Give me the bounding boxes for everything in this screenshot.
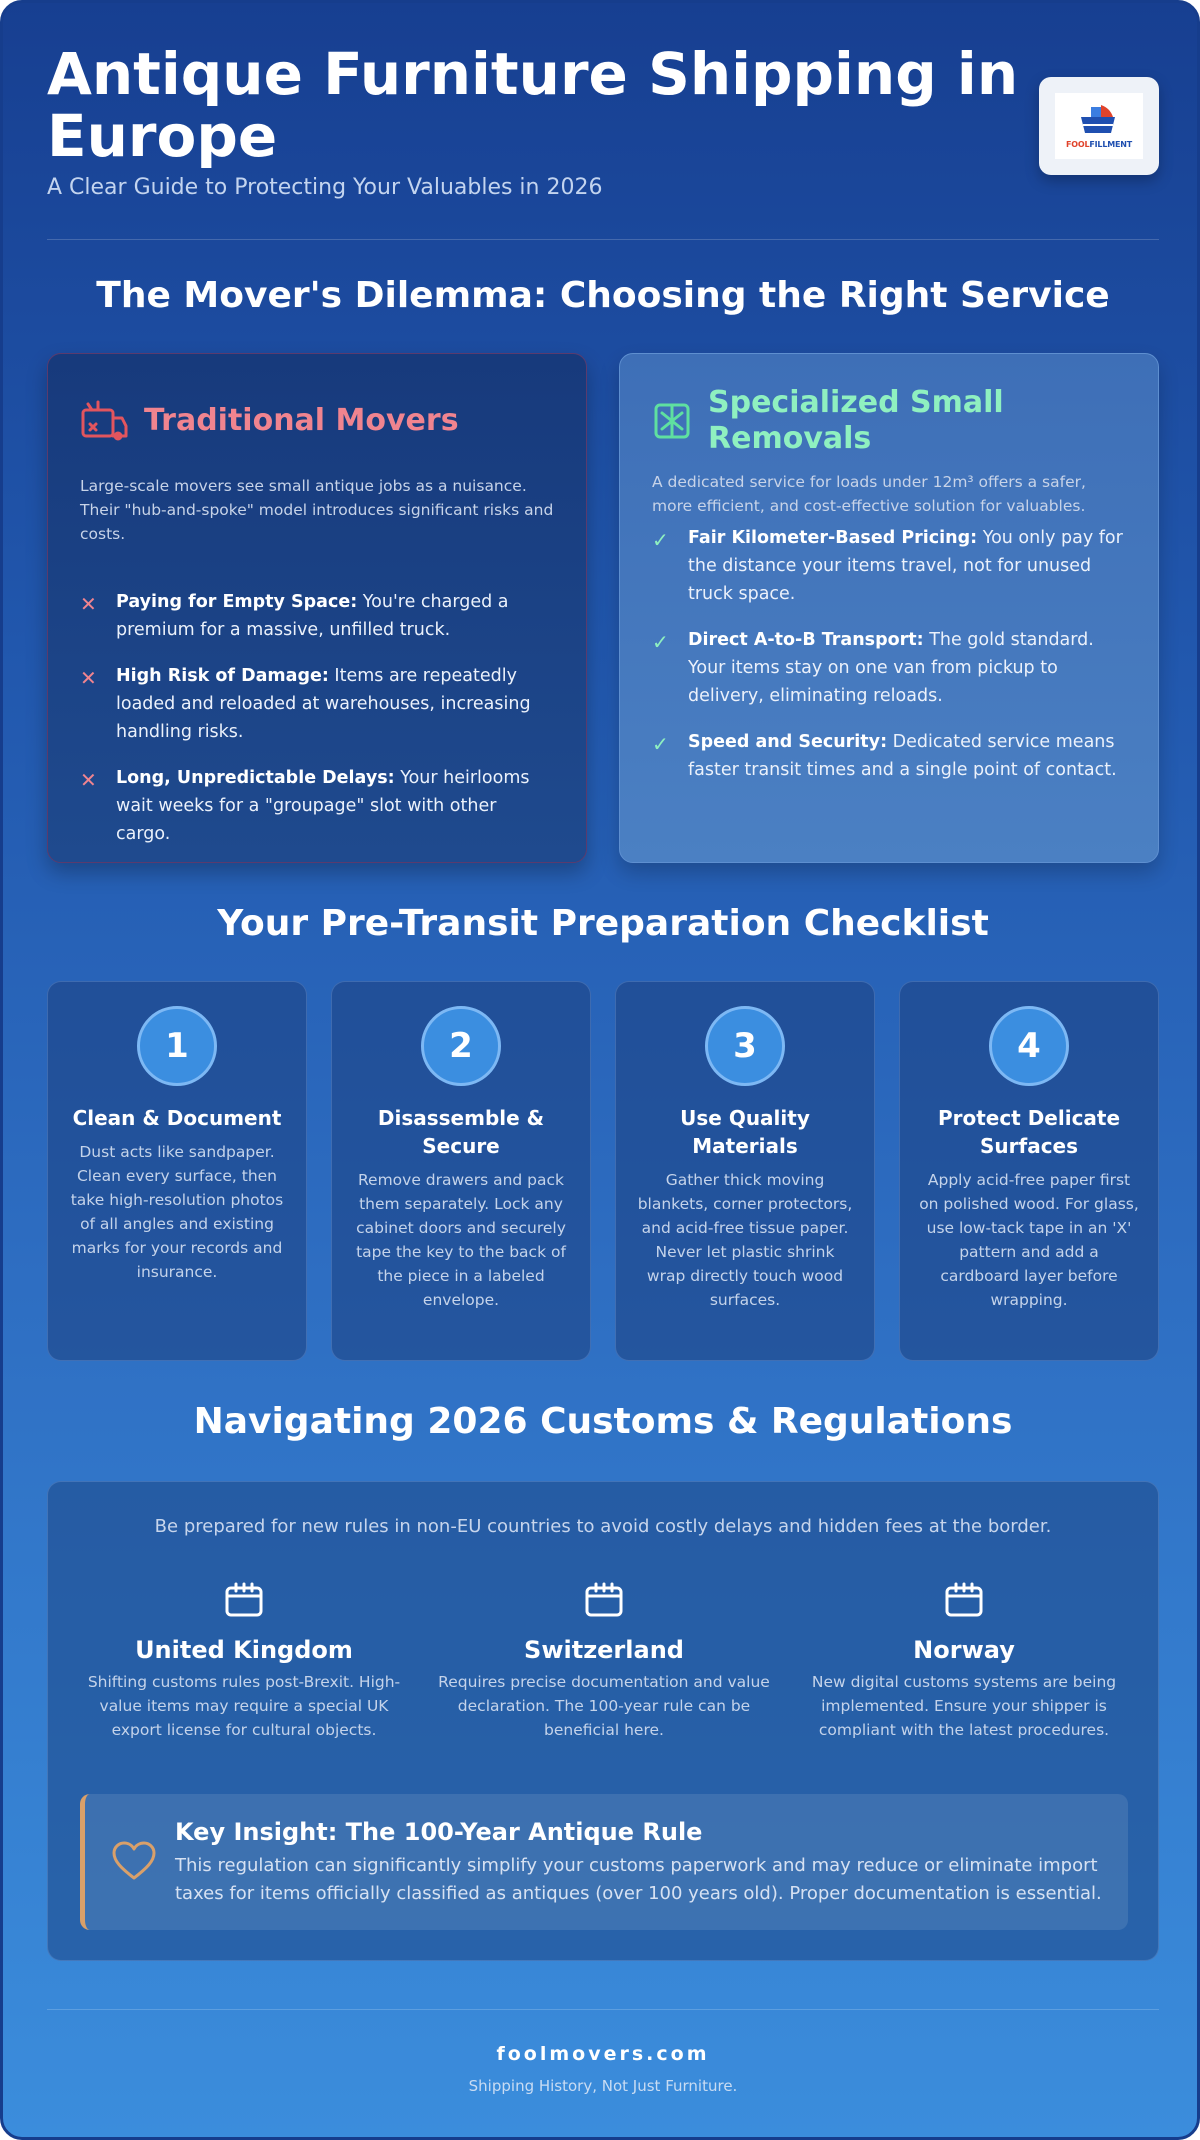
country-text: Requires precise documentation and value declaration. The 100-year rule can be beneficial here. [438,1673,770,1739]
check-icon: ✓ [652,630,669,654]
traditional-movers-card [47,353,587,863]
checklist-heading: Your Pre-Transit Preparation Checklist [217,903,989,944]
cross-icon: ✕ [80,666,97,690]
cross-icon: ✕ [80,768,97,792]
logo-mark [1055,93,1143,159]
traditional-drawbacks-list [80,588,554,848]
package-icon [652,401,692,441]
cross-icon: ✕ [80,592,97,616]
logo [1039,77,1159,175]
insight-title: Key Insight: The 100-Year Antique Rule [175,1818,703,1846]
traditional-title: Traditional Movers [144,403,459,438]
check-icon: ✓ [652,732,669,756]
country-uk [74,1582,414,1742]
step-text: Remove drawers and pack them separately. Lock any cabinet doors and securely tape the key to the back of the piece in a labeled envelope. [356,1171,566,1309]
step-title: Use Quality Materials [680,1106,810,1158]
page-subtitle: A Clear Guide to Protecting Your Valuables in 2026 [47,175,603,200]
step-text: Apply acid-free paper first on polished wood. For glass, use low-tack tape in an 'X' pattern and add a cardboard layer before wrapping. [919,1171,1139,1309]
calendar-icon [224,1582,264,1618]
list-item: ✕ High Risk of Damage: Items are repeatedly loaded and reloaded at warehouses, increasing handling risks. [80,662,554,746]
logo-icon [1077,103,1121,137]
specialized-title: Specialized Small Removals [708,385,1004,456]
broken-truck-icon [80,400,128,442]
specialized-description: A dedicated service for loads under 12m³ offers a safer, more efficient, and cost-effective solution for valuables. [652,473,1086,515]
country-switzerland [434,1582,774,1742]
divider [47,239,1159,240]
country-name: United Kingdom [135,1636,353,1664]
list-item: ✕ Long, Unpredictable Delays: Your heirlooms wait weeks for a "groupage" slot with other cargo. [80,764,554,848]
checklist-step-3 [615,981,875,1361]
customs-intro: Be prepared for new rules in non-EU countries to avoid costly delays and hidden fees at the border. [154,1516,1052,1537]
country-text: New digital customs systems are being implemented. Ensure your shipper is compliant with the latest procedures. [811,1673,1117,1739]
step-title: Protect Delicate Surfaces [937,1106,1121,1158]
checklist-step-2 [331,981,591,1361]
heart-icon [111,1840,157,1882]
footer [47,2043,1159,2095]
insight-text: This regulation can significantly simplify your customs paperwork and may reduce or eliminate import taxes for items officially classified as antiques (over 100 years old). Proper documentation is essential. [175,1855,1102,1904]
checklist-step-1 [47,981,307,1361]
step-title: Clean & Document [72,1106,282,1130]
list-item: ✕ Paying for Empty Space: You're charged a premium for a massive, unfilled truck. [80,588,554,644]
list-item: ✓ Direct A-to-B Transport: The gold standard. Your items stay on one van from pickup to delivery, eliminating reloads. [652,626,1126,710]
traditional-description: Large-scale movers see small antique jobs as a nuisance. Their "hub-and-spoke" model introduces significant risks and costs. [80,477,554,543]
check-icon: ✓ [652,528,669,552]
step-title: Disassemble & Secure [377,1106,545,1158]
dilemma-heading: The Mover's Dilemma: Choosing the Right Service [96,275,1110,316]
customs-panel [47,1481,1159,1961]
country-text: Shifting customs rules post-Brexit. High-value items may require a special UK export license for cultural objects. [87,1673,401,1739]
checklist-step-4 [899,981,1159,1361]
list-item: ✓ Speed and Security: Dedicated service means faster transit times and a single point of contact. [652,728,1126,784]
footer-site: foolmovers.com [496,2043,710,2065]
step-number: 2 [421,1006,501,1086]
step-number: 4 [989,1006,1069,1086]
logo-wordmark: FOOLFILLMENT [1066,140,1132,149]
calendar-icon [944,1582,984,1618]
specialized-benefits-list [652,524,1126,784]
page-title: Antique Furniture Shipping in Europe [47,40,1019,170]
key-insight-callout [80,1794,1128,1930]
step-text: Gather thick moving blankets, corner protectors, and acid-free tissue paper. Never let plastic shrink wrap directly touch wood surfaces. [637,1171,853,1309]
specialized-removals-card [619,353,1159,863]
divider [47,2009,1159,2010]
step-number: 1 [137,1006,217,1086]
list-item: ✓ Fair Kilometer-Based Pricing: You only pay for the distance your items travel, not for unused truck space. [652,524,1126,608]
country-norway [794,1582,1134,1742]
footer-tagline: Shipping History, Not Just Furniture. [468,2077,738,2095]
calendar-icon [584,1582,624,1618]
country-name: Norway [913,1636,1015,1664]
step-text: Dust acts like sandpaper. Clean every surface, then take high-resolution photos of all angles and existing marks for your records and insurance. [70,1143,284,1281]
step-number: 3 [705,1006,785,1086]
customs-heading: Navigating 2026 Customs & Regulations [193,1401,1013,1442]
header [47,40,1159,239]
country-name: Switzerland [524,1636,684,1664]
